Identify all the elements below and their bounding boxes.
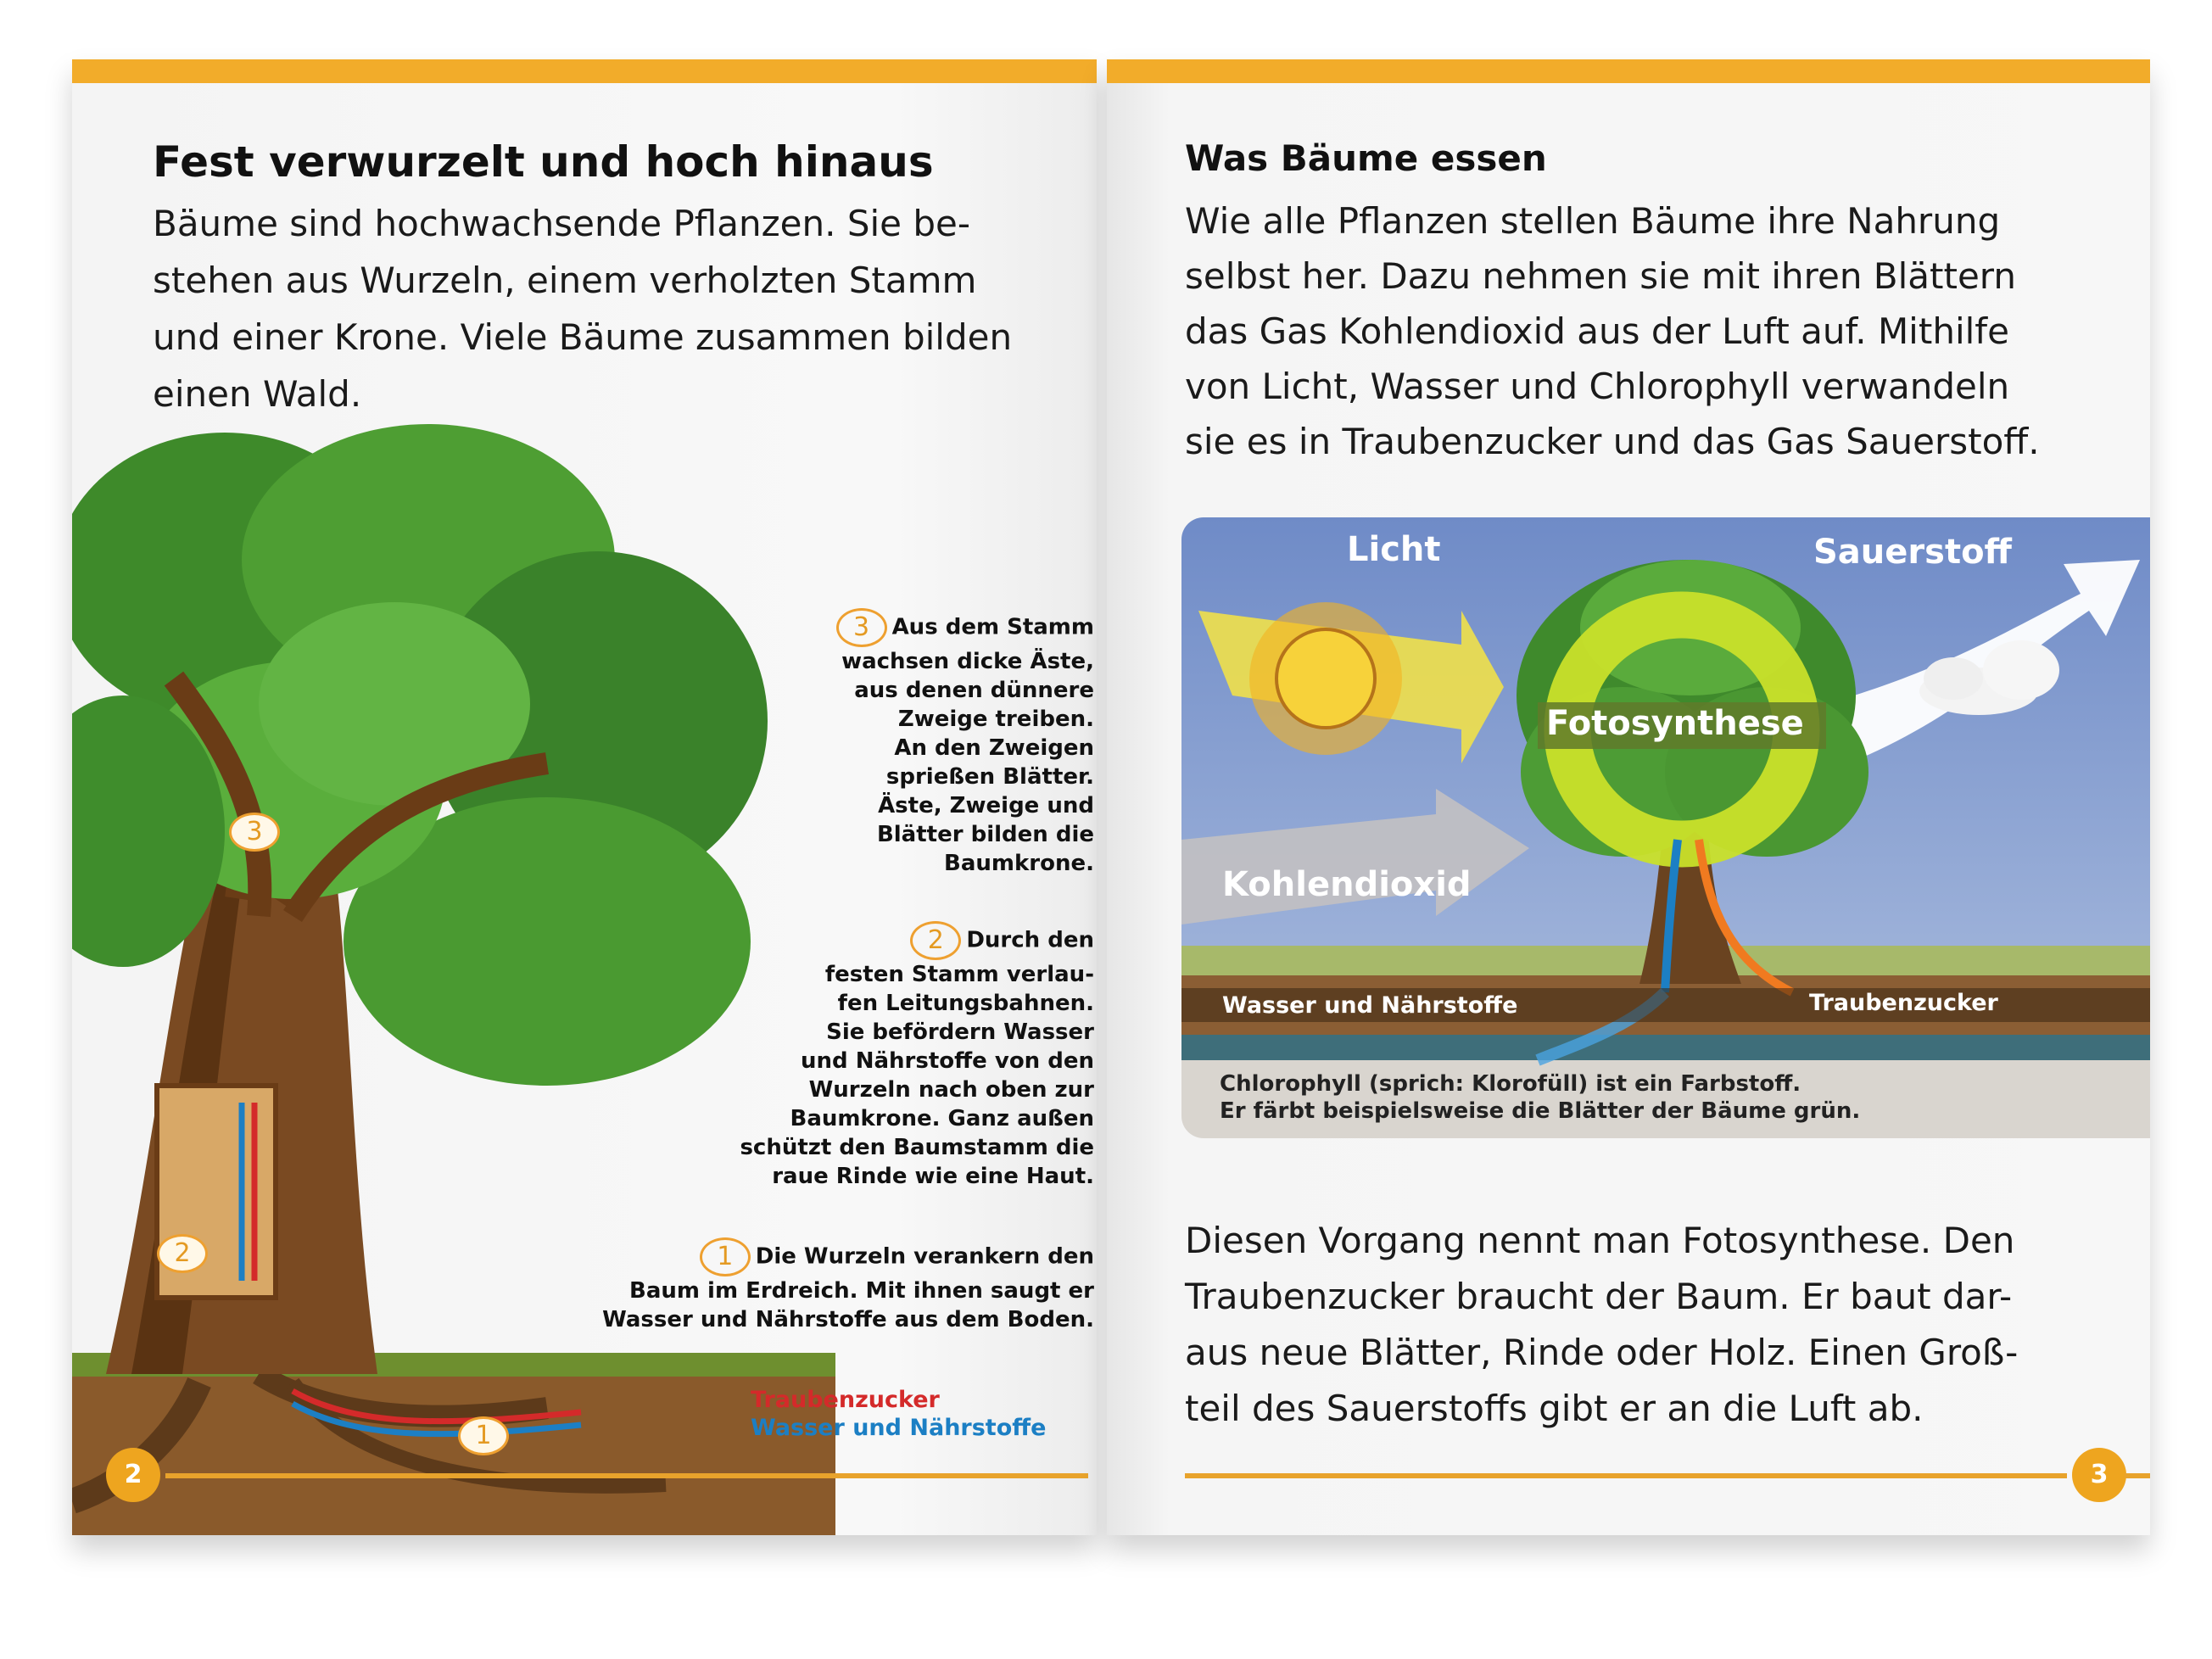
diagram-caption: Chlorophyll (sprich: Klorofüll) ist ein Farbstoff. Er färbt beispielsweise die Blätter der Bäume grün. — [1220, 1071, 1861, 1124]
caption-text: Durch den festen Stamm verlau- fen Leitungsbahnen. Sie befördern Wasser und Nährstoffe von den Wurzeln nach oben zur Baumkrone. Ganz außen schützt den Baumstamm die raue Rinde wie eine Haut. — [740, 927, 1094, 1189]
oxygen-label: Sauerstoff — [1813, 533, 2012, 572]
sun-icon — [1249, 602, 1402, 755]
top-rule — [72, 59, 1097, 83]
outro-text: Diesen Vorgang nennt man Fotosynthese. Den Traubenzucker braucht der Baum. Er baut dar- aus neue Blätter, Rinde oder Holz. Einen Groß- teil des Sauerstoffs gibt er an die Luft ab. — [1185, 1220, 2019, 1429]
caption-text: Aus dem Stamm wachsen dicke Äste, aus denen dünnere Zweige treiben. An den Zweigen sprießen Blätter. Äste, Zweige und Blätter bilden die Baumkrone. — [841, 614, 1094, 876]
sugar-label: Traubenzucker — [1809, 990, 1998, 1016]
bottom-rule — [165, 1473, 1088, 1478]
page-number: 3 — [2072, 1448, 2126, 1502]
caption-roots — [568, 1209, 1094, 1334]
caption-badge: 2 — [910, 921, 961, 960]
co2-label: Kohlendioxid — [1222, 865, 1472, 904]
left-page — [72, 59, 1097, 1535]
water-band — [1181, 1035, 2150, 1060]
intro-text: Bäume sind hochwachsende Pflanzen. Sie be- stehen aus Wurzeln, einem verholzten Stamm und einer Krone. Viele Bäume zusammen bilden einen Wald. — [153, 203, 1013, 415]
caption-badge: 3 — [836, 608, 887, 647]
water-label: Wasser und Nährstoffe — [1222, 992, 1518, 1019]
photosynthesis-diagram — [1181, 517, 2150, 1138]
page-title: Fest verwurzelt und hoch hinaus — [153, 137, 934, 187]
caption-trunk — [653, 892, 1094, 1191]
bottom-rule-end — [2125, 1473, 2150, 1478]
tree-marker-2: 2 — [157, 1234, 216, 1273]
process-label: Fotosynthese — [1546, 704, 1804, 743]
caption-crown — [729, 579, 1094, 878]
diagram-graphic — [1181, 517, 2150, 1138]
top-rule — [1107, 59, 2150, 83]
legend-water: Wasser und Nährstoffe — [751, 1415, 1047, 1441]
light-label: Licht — [1347, 530, 1441, 569]
caption-badge: 1 — [700, 1237, 751, 1276]
tree-marker-1: 1 — [458, 1416, 517, 1455]
section-title: Was Bäume essen — [1185, 137, 1547, 179]
intro-text: Wie alle Pflanzen stellen Bäume ihre Nahrung selbst her. Dazu nehmen sie mit ihren Blättern das Gas Kohlendioxid aus der Luft auf. Mithilfe von Licht, Wasser und Chlorophyll verwandeln sie es in Traubenzucker und das Gas Sauerstoff. — [1185, 200, 2040, 462]
legend-sugar: Traubenzucker — [751, 1387, 940, 1413]
caption-text: Die Wurzeln verankern den Baum im Erdreich. Mit ihnen saugt er Wasser und Nährstoffe aus dem Boden. — [602, 1243, 1094, 1332]
bottom-rule — [1185, 1473, 2067, 1478]
page-number: 2 — [106, 1448, 160, 1502]
tree-marker-3: 3 — [229, 813, 288, 852]
right-page — [1107, 59, 2150, 1535]
